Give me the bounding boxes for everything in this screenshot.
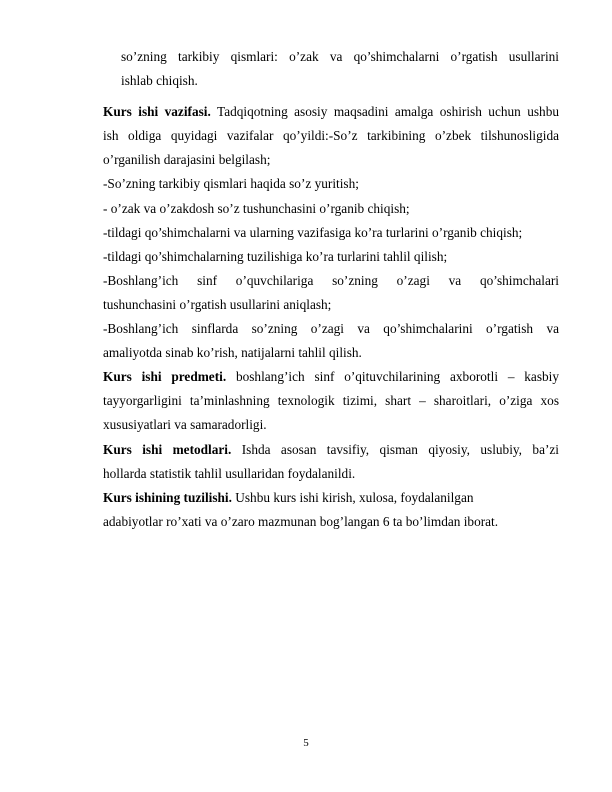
section-heading: Kurs ishining tuzilishi. — [103, 489, 232, 505]
intro-line: so’zning tarkibiy qismlari: o’zak va qo’shimchalarni o’rgatish usullarini — [121, 49, 559, 64]
paragraph-line: - o’zak va o’zakdosh so’z tushunchasini o’rganib chiqish; — [103, 200, 410, 216]
section-heading: Kurs ishi vazifasi. — [103, 104, 211, 120]
paragraph-text: Ishda asosan tavsifiy, qisman qiyosiy, uslubiy, ba’zi — [231, 441, 559, 457]
paragraph-line: tushunchasini o’rgatish usullarini aniqlash; — [103, 296, 332, 312]
paragraph-text: Tadqiqotning asosiy maqsadini amalga oshirish uchun ushbu — [210, 104, 559, 120]
page-content — [103, 45, 559, 534]
section-vazifasi — [103, 100, 559, 365]
paragraph-text: boshlang’ich sinf o’qituvchilarining axborotli – kasbiy — [226, 369, 559, 385]
paragraph-line: xususiyatlari va samaradorligi. — [103, 417, 267, 433]
paragraph-line: adabiyotlar ro’xati va o’zaro mazmunan bog’langan 6 ta bo’limdan iborat. — [103, 513, 499, 529]
section-metodlari — [103, 438, 559, 486]
paragraph-line: tayyorgarligini ta’minlashning texnologik tizimi, shart – sharoitlari, o’ziga xos — [103, 393, 559, 409]
paragraph-line: -tildagi qo’shimchalarni va ularning vazifasiga ko’ra turlarini o’rganib chiqish; — [103, 224, 523, 240]
paragraph-line: o’rganilish darajasini belgilash; — [103, 152, 271, 168]
section-heading: Kurs ishi metodlari. — [103, 441, 232, 457]
paragraph-line — [103, 365, 559, 389]
paragraph-line: ish oldiga quyidagi vazifalar qo’yildi:-So’z tarkibining o’zbek tilshunosligida — [103, 128, 559, 144]
paragraph-line: -tildagi qo’shimchalarning tuzilishiga ko’ra turlarini tahlil qilish; — [103, 248, 448, 264]
paragraph-line — [103, 100, 559, 124]
section-heading: Kurs ishi predmeti. — [103, 369, 227, 385]
paragraph-line — [103, 438, 559, 462]
paragraph-text: Ushbu kurs ishi kirish, xulosa, foydalanilgan — [231, 489, 474, 505]
paragraph-line — [103, 486, 559, 510]
paragraph-line: -So’zning tarkibiy qismlari haqida so’z yuritish; — [103, 176, 359, 192]
page-number: 5 — [303, 737, 309, 749]
intro-line: ishlab chiqish. — [121, 73, 198, 89]
paragraph-line: hollarda statistik tahlil usullaridan foydalanildi. — [103, 465, 356, 481]
intro-list-item — [103, 45, 559, 93]
section-tuzilishi — [103, 486, 559, 534]
paragraph-line: -Boshlang’ich sinf o’quvchilariga so’zning o’zagi va qo’shimchalari — [103, 272, 559, 288]
section-predmeti — [103, 365, 559, 437]
paragraph-line: amaliyotda sinab ko’rish, natijalarni tahlil qilish. — [103, 345, 362, 361]
paragraph-line: -Boshlang’ich sinflarda so’zning o’zagi va qo’shimchalarini o’rgatish va — [103, 321, 559, 337]
